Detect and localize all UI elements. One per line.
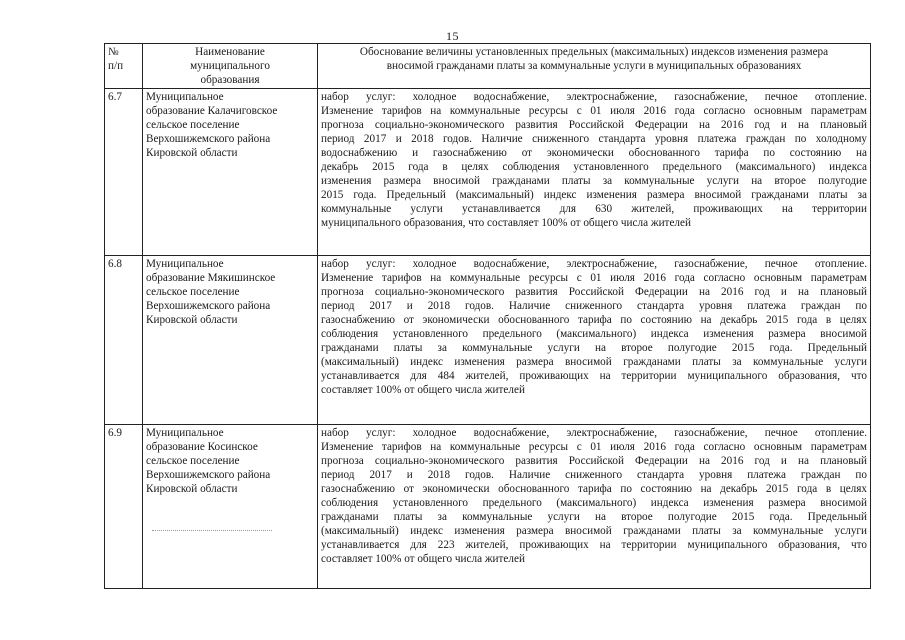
municipality-name bbox=[143, 89, 318, 256]
row-number: 6.9 bbox=[105, 425, 143, 589]
text-line: Верхошижемского района bbox=[146, 469, 271, 481]
municipality-name bbox=[143, 425, 318, 589]
row-number: 6.7 bbox=[105, 89, 143, 256]
text-line: коммунальные услуги устанавливается для 630 жителей, проживающих на территории bbox=[321, 203, 867, 215]
table-row bbox=[105, 89, 871, 256]
text-line: Изменение тарифов на коммунальные ресурсы с 01 июля 2016 года согласно основным параметрам bbox=[321, 441, 867, 453]
text-line: составляет 100% от общего числа жителей bbox=[321, 384, 525, 396]
text-line: составляет 100% от общего числа жителей bbox=[321, 553, 525, 565]
text-line: период 2017 и 2018 годов. Наличие сниженного стандарта уровня платежа граждан по bbox=[321, 469, 867, 481]
text-line: 2015 года. Предельный (максимальный) индекс изменения размера вносимой гражданами платы за bbox=[321, 189, 867, 201]
justification-text bbox=[318, 89, 871, 256]
text-line: соблюдения установленного предельного (максимального) индекса изменения размера вносимой bbox=[321, 328, 867, 340]
text-line: образование Калачиговское bbox=[146, 105, 278, 117]
table-row bbox=[105, 425, 871, 589]
text-line: период 2017 и 2018 годов. Наличие сниженного стандарта уровня платежа граждан по bbox=[321, 300, 867, 312]
text-line: Муниципальное bbox=[146, 91, 224, 103]
text-line: Изменение тарифов на коммунальные ресурсы с 01 июля 2016 года согласно основным параметрам bbox=[321, 105, 867, 117]
text-line: (максимальный) индекс изменения размера вносимой гражданами платы за коммунальные услуги bbox=[321, 525, 867, 537]
text-line: гражданами платы за коммунальные услуги на второе полугодие 2015 года. Предельный bbox=[321, 342, 867, 354]
header-municipality-name: Наименование муниципального образования bbox=[143, 44, 318, 89]
text-line: прогноза социально-экономического развития Российской Федерации на 2016 год и на плановый bbox=[321, 455, 867, 467]
text-line: соблюдения установленного предельного (максимального) индекса изменения размера вносимой bbox=[321, 497, 867, 509]
header-number: № п/п bbox=[105, 44, 143, 89]
text-line: водоснабжению и газоснабжению от экономически обоснованного тарифа по состоянию на bbox=[321, 147, 867, 159]
text-line: муниципального образования, что составляет 100% от общего числа жителей bbox=[321, 217, 691, 229]
text-line: набор услуг: холодное водоснабжение, электроснабжение, газоснабжение, печное отопление. bbox=[321, 91, 867, 103]
text-line: сельское поселение bbox=[146, 455, 240, 467]
text-line: сельское поселение bbox=[146, 119, 240, 131]
text-line: изменения размера вносимой гражданами платы за коммунальные услуги на второе полугодие bbox=[321, 175, 867, 187]
text-line: гражданами платы за коммунальные услуги на второе полугодие 2015 года. Предельный bbox=[321, 511, 867, 523]
text-line: набор услуг: холодное водоснабжение, электроснабжение, газоснабжение, печное отопление. bbox=[321, 427, 867, 439]
text-line: образование Косинское bbox=[146, 441, 258, 453]
justification-text bbox=[318, 425, 871, 589]
text-line: период 2017 и 2018 годов. Наличие сниженного стандарта уровня платежа граждан по холодному bbox=[321, 133, 867, 145]
text-line: Кировской области bbox=[146, 483, 238, 495]
text-line: прогноза социально-экономического развития Российской Федерации на 2016 год и на плановый bbox=[321, 286, 867, 298]
text-line: набор услуг: холодное водоснабжение, электроснабжение, газоснабжение, печное отопление. bbox=[321, 258, 867, 270]
municipal-index-table bbox=[104, 43, 871, 589]
text-line: сельское поселение bbox=[146, 286, 240, 298]
text-line: Кировской области bbox=[146, 314, 238, 326]
table-row bbox=[105, 256, 871, 425]
text-line: газоснабжению от экономически обоснованного тарифа по состоянию на декабрь 2015 года в целях bbox=[321, 483, 867, 495]
text-line: Муниципальное bbox=[146, 427, 224, 439]
text-line: устанавливается для 223 жителей, проживающих на территории муниципального образования, что bbox=[321, 539, 867, 551]
text-line: (максимальный) индекс изменения размера вносимой гражданами платы за коммунальные услуги bbox=[321, 356, 867, 368]
text-line: прогноза социально-экономического развития Российской Федерации на 2016 год и на плановый bbox=[321, 119, 867, 131]
text-line: газоснабжению от экономически обоснованного тарифа по состоянию на декабрь 2015 года в целях bbox=[321, 314, 867, 326]
text-line: Кировской области bbox=[146, 147, 238, 159]
text-line: Верхошижемского района bbox=[146, 300, 271, 312]
page-number: 15 bbox=[446, 29, 459, 43]
justification-text bbox=[318, 256, 871, 425]
text-line: Муниципальное bbox=[146, 258, 224, 270]
text-line: устанавливается для 484 жителей, проживающих на территории муниципального образования, что bbox=[321, 370, 867, 382]
municipality-name bbox=[143, 256, 318, 425]
text-line: образование Мякишинское bbox=[146, 272, 276, 284]
row-number: 6.8 bbox=[105, 256, 143, 425]
table-header-row bbox=[105, 44, 871, 89]
pencil-mark bbox=[152, 530, 272, 532]
text-line: Верхошижемского района bbox=[146, 133, 271, 145]
text-line: Изменение тарифов на коммунальные ресурсы с 01 июля 2016 года согласно основным параметрам bbox=[321, 272, 867, 284]
header-justification: Обоснование величины установленных предельных (максимальных) индексов изменения размера вносимой гражданами платы за коммунальные услуги в муниципальных образованиях bbox=[318, 44, 871, 89]
text-line: декабрь 2015 года в целях соблюдения установленного предельного (максимального) индекса bbox=[321, 161, 867, 173]
